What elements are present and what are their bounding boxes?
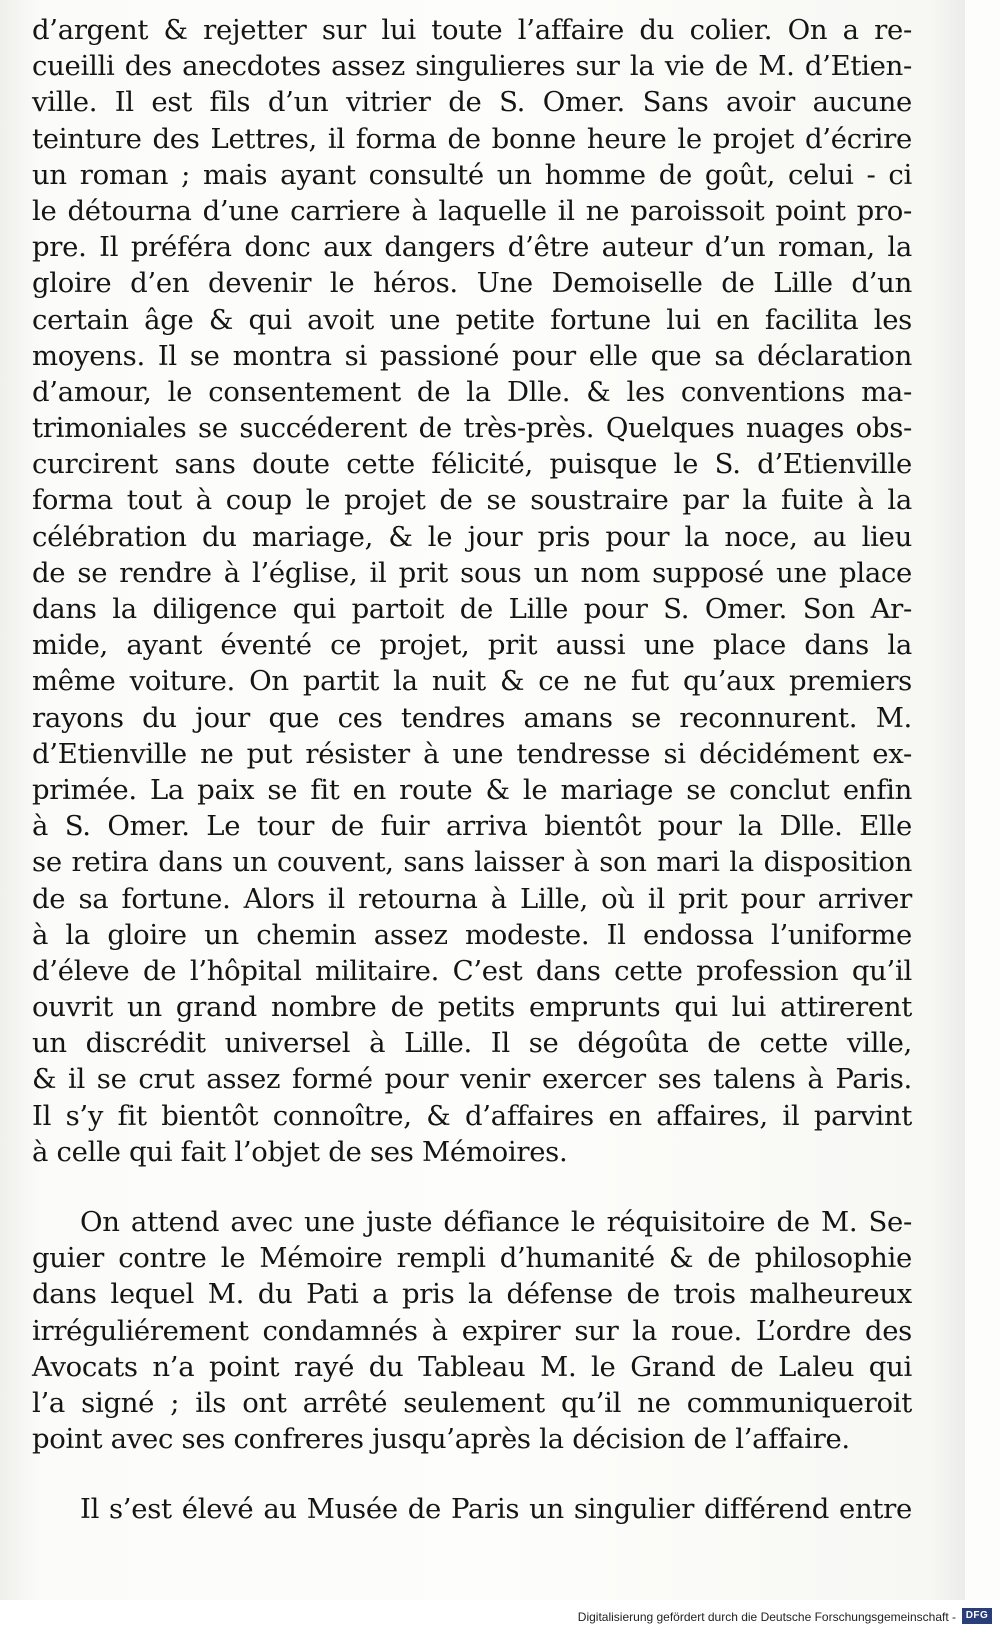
paragraph-gap — [32, 1170, 912, 1204]
text-line: rayons du jour que ces tendres amans se reconnurent. M. — [32, 701, 912, 734]
paragraph-gap — [32, 1457, 912, 1491]
text-line: le détourna d’une carriere à laquelle il ne paroissoit point pro- — [32, 194, 912, 227]
text-line: d’éleve de l’hôpital militaire. C’est dans cette profession qu’il — [32, 954, 912, 987]
text-line: gloire d’en devenir le héros. Une Demoiselle de Lille d’un — [32, 267, 912, 300]
text-line: primée. La paix se fit en route & le mariage se conclut enfin — [32, 773, 912, 806]
text-line: On attend avec une juste défiance le réquisitoire de M. Se- — [80, 1206, 912, 1238]
text-line: de se rendre à l’église, il prit sous un nom supposé une place — [32, 556, 912, 589]
text-line: même voiture. On partit la nuit & ce ne fut qu’aux premiers — [32, 665, 912, 698]
body-text — [32, 12, 912, 1528]
text-line: d’argent & rejetter sur lui toute l’affaire du colier. On a re- — [32, 14, 912, 46]
text-line: teinture des Lettres, il forma de bonne heure le projet d’écrire — [32, 122, 912, 155]
text-line: guier contre le Mémoire rempli d’humanité & de philosophie — [32, 1242, 912, 1275]
text-line: ouvrit un grand nombre de petits emprunts qui lui attirerent — [32, 991, 912, 1024]
paragraph-1 — [32, 12, 912, 1170]
text-line: dans lequel M. du Pati a pris la défense de trois malheureux — [32, 1278, 912, 1311]
text-line: l’a signé ; ils ont arrêté seulement qu’il ne communiqueroit — [32, 1386, 912, 1419]
text-line: Avocats n’a point rayé du Tableau M. le Grand de Laleu qui — [32, 1350, 912, 1383]
text-line: se retira dans un couvent, sans laisser à son mari la disposition — [32, 846, 912, 879]
text-line: à S. Omer. Le tour de fuir arriva bientôt pour la Dlle. Elle — [32, 810, 912, 843]
paragraph-2 — [32, 1204, 912, 1457]
text-line: de sa fortune. Alors il retourna à Lille, où il prit pour arriver — [32, 882, 912, 915]
text-line: cueilli des anecdotes assez singulieres sur la vie de M. d’Etien- — [32, 50, 912, 83]
text-line: mide, ayant éventé ce projet, prit aussi une place dans la — [32, 629, 912, 662]
dfg-logo: DFG — [962, 1608, 992, 1624]
text-line: un roman ; mais ayant consulté un homme de goût, celui - ci — [32, 158, 912, 191]
text-line: dans la diligence qui partoit de Lille pour S. Omer. Son Ar- — [32, 593, 912, 625]
text-line: irréguliérement condamnés à expirer sur la roue. L’ordre des — [32, 1314, 912, 1347]
text-line: ville. Il est fils d’un vitrier de S. Omer. Sans avoir aucune — [32, 86, 912, 119]
text-line: pre. Il préféra donc aux dangers d’être auteur d’un roman, la — [32, 231, 912, 264]
digitization-footer — [0, 1600, 1000, 1636]
text-line: moyens. Il se montra si passioné pour elle que sa déclaration — [32, 339, 912, 372]
text-line: curcirent sans doute cette félicité, puisque le S. d’Etienville — [32, 448, 912, 481]
text-line: & il se crut assez formé pour venir exercer ses talens à Paris. — [32, 1063, 912, 1096]
text-line: d’Etienville ne put résister à une tendresse si décidément ex- — [32, 737, 912, 770]
text-line: célébration du mariage, & le jour pris pour la noce, au lieu — [32, 520, 912, 553]
paragraph-3 — [32, 1491, 912, 1527]
text-line: Il s’y fit bientôt connoître, & d’affaires en affaires, il parvint — [32, 1099, 912, 1132]
text-line: à celle qui fait l’objet de ses Mémoires. — [32, 1135, 568, 1168]
text-line: Il s’est élevé au Musée de Paris un singulier différend entre — [80, 1493, 912, 1526]
text-line: forma tout à coup le projet de se soustraire par la fuite à la — [32, 484, 912, 517]
text-line: trimoniales se succéderent de très-près. Quelques nuages obs- — [32, 412, 912, 445]
text-line: point avec ses confreres jusqu’après la décision de l’affaire. — [32, 1423, 850, 1456]
text-line: à la gloire un chemin assez modeste. Il endossa l’uniforme — [32, 918, 912, 951]
text-line: un discrédit universel à Lille. Il se dégoûta de cette ville, — [32, 1027, 912, 1060]
text-line: certain âge & qui avoit une petite fortune lui en facilita les — [32, 303, 912, 336]
footer-credit: Digitalisierung gefördert durch die Deutsche Forschungsgemeinschaft - — [577, 1610, 956, 1624]
text-line: d’amour, le consentement de la Dlle. & les conventions ma- — [32, 375, 912, 408]
